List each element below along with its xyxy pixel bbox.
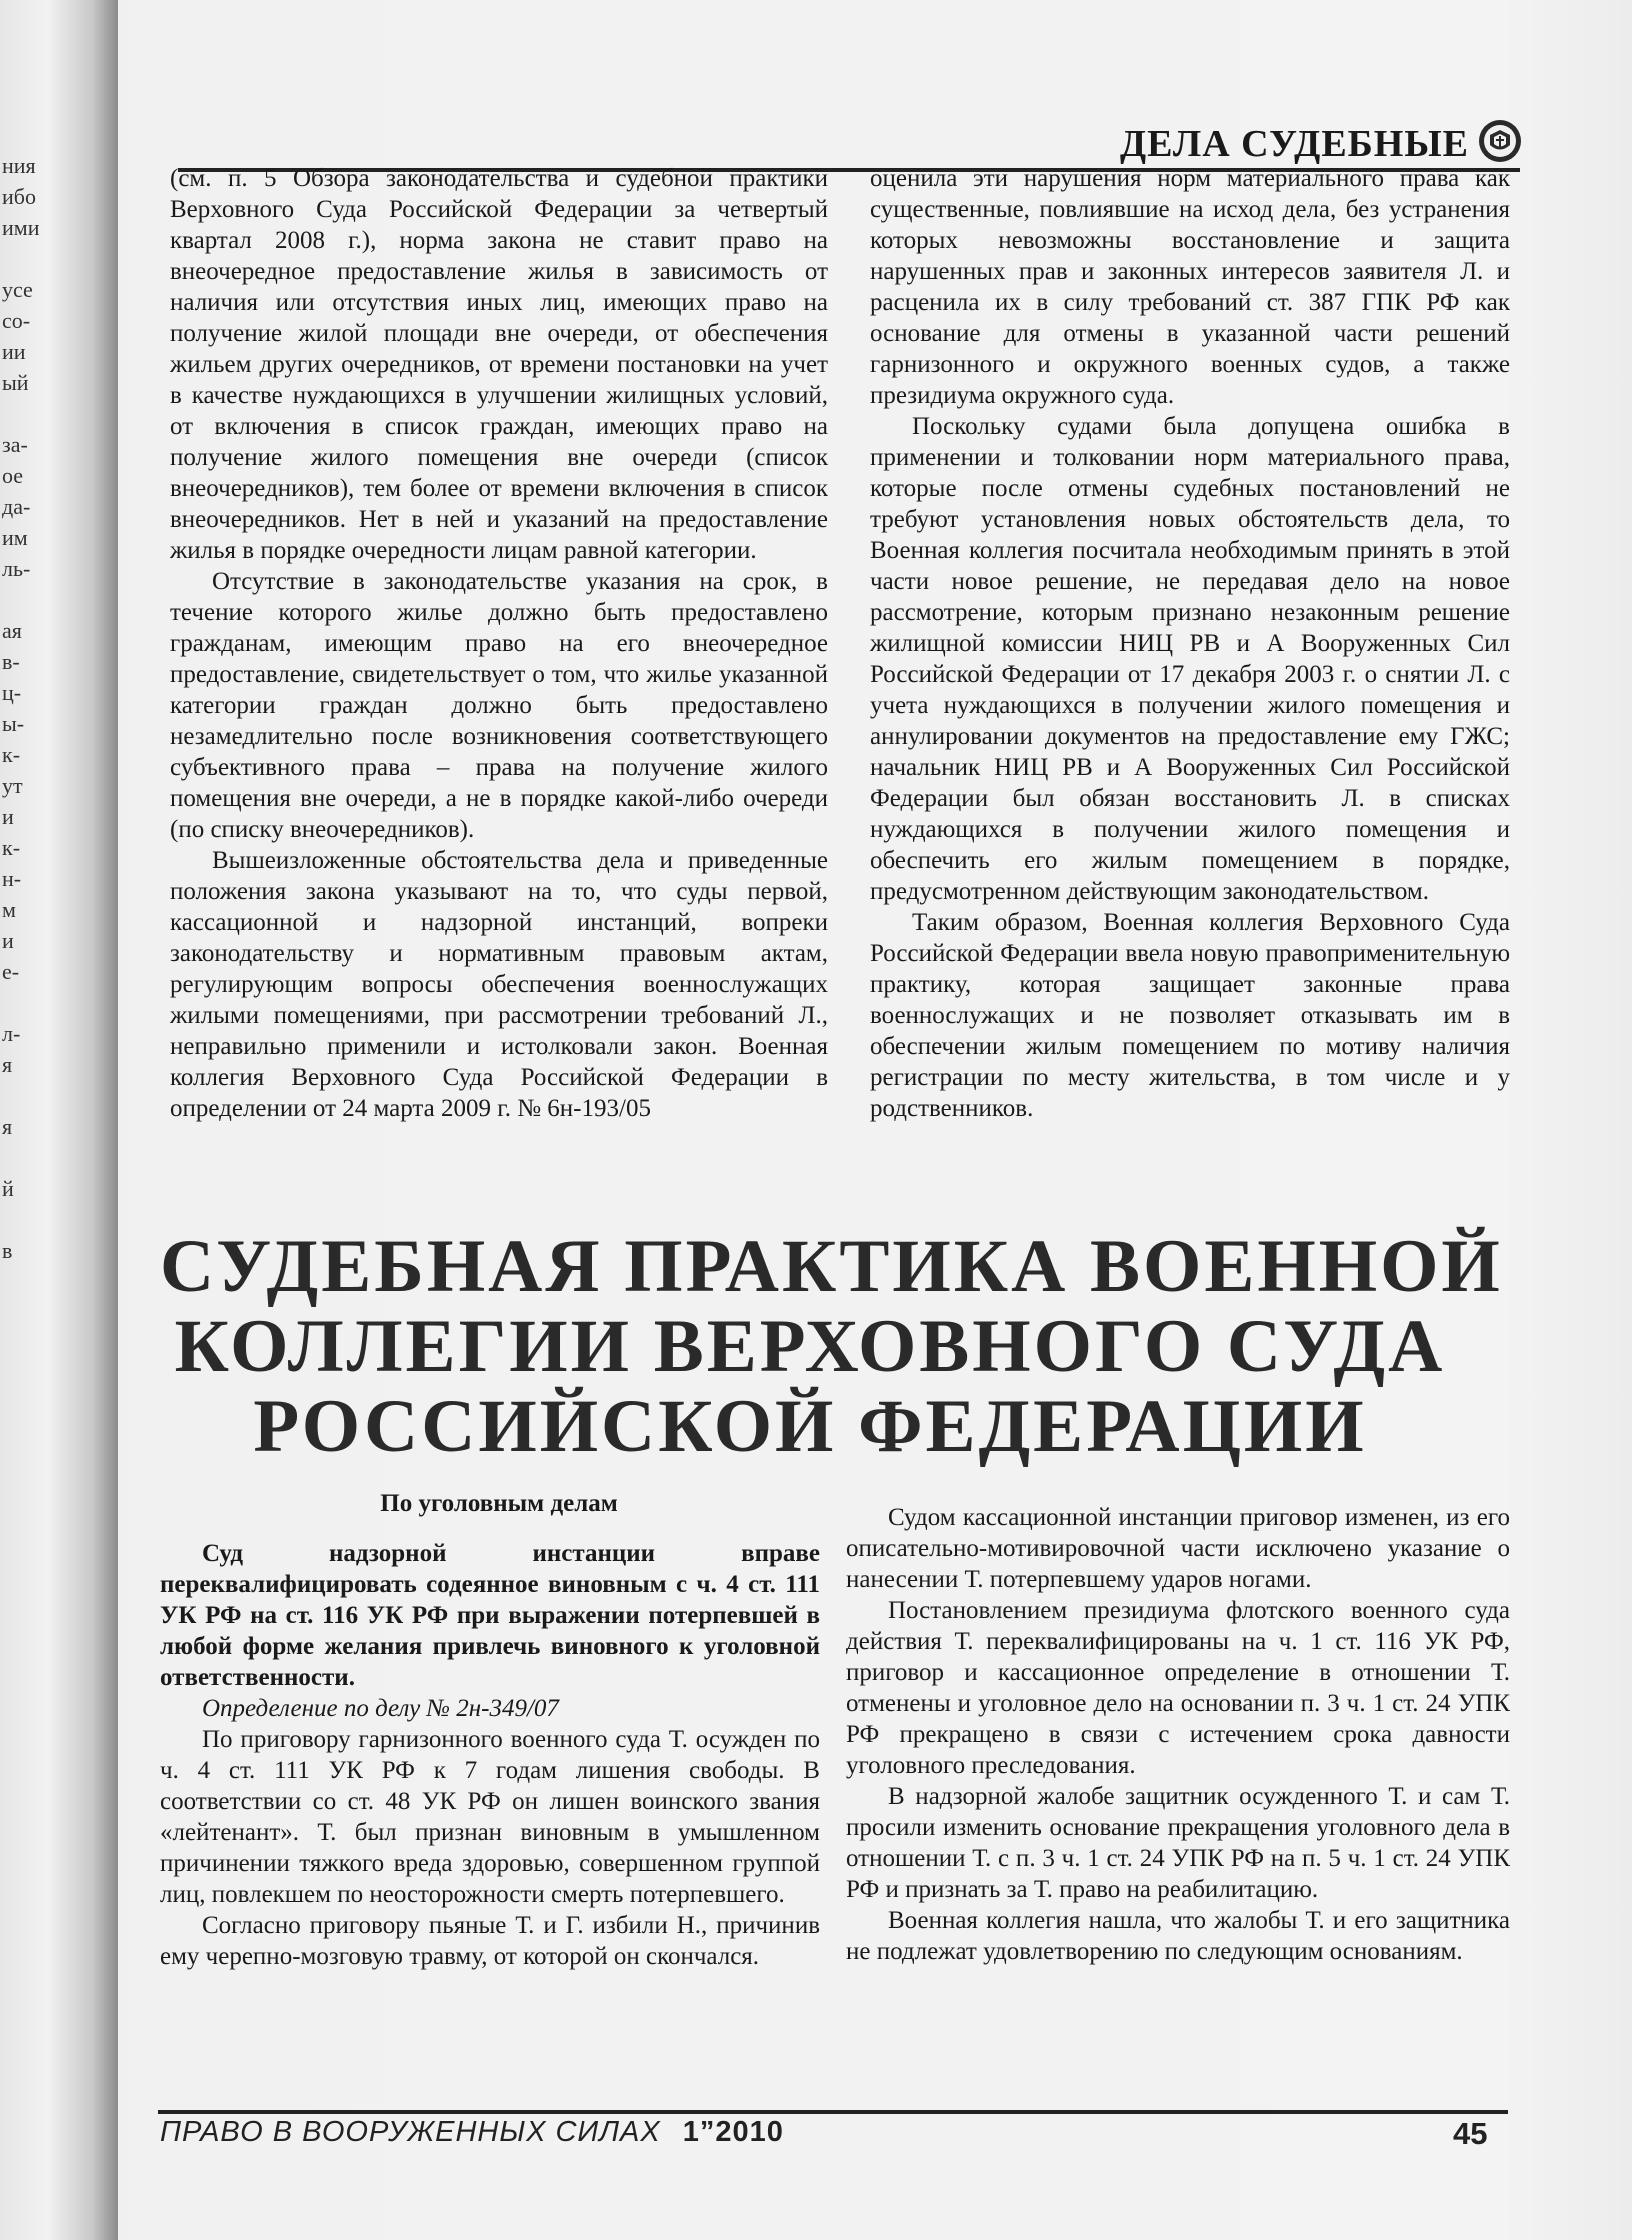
issue-number: 1”2010 — [682, 2116, 784, 2148]
body-paragraph: По приговору гарнизонного военного суда Т. осужден по ч. 4 ст. 111 УК РФ к 7 годам лишения свободы. В соответствии со ст. 48 УК РФ он лишен воинского звания «лейтенант». Т. был признан виновным в умышленном причинении тяжкого вреда здоровью, совершенном группой лиц, повлекшем по неосторожности смерть потерпевшего. — [160, 1726, 820, 1908]
rubric-subheading: По уголовным делам — [380, 1490, 618, 1517]
gutter-fragment: за- — [2, 432, 28, 457]
gutter-fragment: ль- — [2, 556, 31, 581]
court-emblem-icon — [1477, 118, 1523, 164]
gutter-fragment: ая — [2, 618, 22, 643]
gutter-fragment — [2, 987, 42, 1018]
case-summary: Суд надзорной инстанции вправе переквалифицировать содеянное виновным с ч. 4 ст. 111 УК РФ на ст. 116 УК РФ при выражении потерпевшей в любой форме желания привлечь виновного к уголовной ответственности. — [160, 1540, 820, 1691]
section-title: ДЕЛА СУДЕБНЫЕ — [1119, 123, 1469, 165]
body-paragraph: Отсутствие в законодательстве указания на срок, в течение которого жилье должно быть предоставлено гражданам, имеющим право на его внеочередное предоставление, свидетельствует о том, что жилье указанной категории граждан должно быть предоставлено незамедлительно после возникновения соответствующего субъективного права – права на получение жилого помещения вне очереди, а не в порядке какой-либо очереди (по списку внеочередников). — [170, 568, 828, 843]
footer-journal — [160, 2116, 784, 2149]
gutter-fragment: в — [2, 1238, 13, 1263]
gutter-fragment: ый — [2, 370, 29, 395]
gutter-fragment: и — [2, 928, 14, 953]
gutter-text-fragments — [2, 150, 42, 1266]
top-right-column — [870, 163, 1510, 1124]
footer-rule — [158, 2110, 1508, 2114]
gutter-fragment: я — [2, 1052, 13, 1077]
adjacent-page-gutter — [0, 0, 118, 2240]
gutter-fragment: и — [2, 804, 14, 829]
gutter-fragment: ое — [2, 463, 24, 488]
gutter-fragment — [2, 1204, 42, 1235]
gutter-fragment — [2, 1142, 42, 1173]
gutter-fragment: к- — [2, 742, 21, 767]
gutter-fragment: ими — [2, 215, 40, 240]
gutter-fragment: л- — [2, 1021, 21, 1046]
case-reference: Определение по делу № 2н-349/07 — [202, 1695, 559, 1722]
gutter-fragment: со- — [2, 308, 31, 333]
body-paragraph: Таким образом, Военная коллегия Верховного Суда Российской Федерации ввела новую правоприменительную практику, которая защищает законные права военнослужащих и не позволяет отказывать им в обеспечении жилым помещением по мотиву наличия регистрации по месту жительства, в том числе и у родственников. — [870, 909, 1510, 1122]
gutter-fragment: ния — [2, 153, 36, 178]
body-paragraph: В надзорной жалобе защитник осужденного Т. и сам Т. просили изменить основание прекращения уголовного дела в отношении Т. с п. 3 ч. 1 ст. 24 УПК РФ на п. 5 ч. 1 ст. 24 УПК РФ и признать за Т. право на реабилитацию. — [846, 1783, 1510, 1903]
gutter-fragment: ц- — [2, 680, 22, 705]
gutter-fragment: им — [2, 525, 28, 550]
gutter-fragment: я — [2, 1114, 13, 1139]
gutter-fragment: усе — [2, 277, 33, 302]
article-title-line: КОЛЛЕГИИ ВЕРХОВНОГО СУДА — [174, 1305, 1446, 1388]
top-left-column — [170, 163, 828, 1124]
gutter-fragment: к- — [2, 835, 21, 860]
gutter-fragment: н- — [2, 866, 22, 891]
body-paragraph: Поскольку судами была допущена ошибка в применении и толковании норм материального права, которые после отмены судебных постановлений не требуют установления новых обстоятельств дела, то Военная коллегия посчитала необходимым принять в этой части новое решение, не передавая дело на новое рассмотрение, которым признано незаконным решение жилищной комиссии НИЦ РВ и А Вооруженных Сил Российской Федерации от 17 декабря 2003 г. о снятии Л. с учета нуждающихся в получении жилого помещения и аннулировании документов на предоставление ему ГЖС; начальник НИЦ РВ и А Вооруженных Сил Российской Федерации был обязан восстановить Л. в списках нуждающихся в получении жилого помещения и обеспечить его жилым помещением в порядке, предусмотренном действующим законодательством. — [870, 413, 1510, 905]
gutter-fragment — [2, 398, 42, 429]
section-header — [1119, 118, 1523, 168]
gutter-fragment: да- — [2, 494, 31, 519]
body-paragraph: Вышеизложенные обстоятельства дела и приведенные положения закона указывают на то, что суды первой, кассационной и надзорной инстанций, вопреки законодательству и нормативным правовым актам, регулирующим вопросы обеспечения военнослужащих жилыми помещениями, при рассмотрении требований Л., неправильно применили и истолковали закон. Военная коллегия Верховного Суда Российской Федерации в определении от 24 марта 2009 г. № 6н-193/05 — [170, 847, 828, 1122]
article-title — [160, 1225, 1503, 1468]
journal-name: ПРАВО В ВООРУЖЕННЫХ СИЛАХ — [160, 2116, 661, 2148]
gutter-fragment: ут — [2, 773, 23, 798]
bottom-left-column — [160, 1538, 820, 1972]
gutter-fragment — [2, 584, 42, 615]
body-paragraph: Согласно приговору пьяные Т. и Г. избили Н., причинив ему черепно-мозговую травму, от которой он скончался. — [160, 1912, 820, 1970]
body-paragraph: оценила эти нарушения норм материального права как существенные, повлиявшие на исход дела, без устранения которых невозможны восстановление и защита нарушенных прав и законных интересов заявителя Л. и расценила их в силу требований ст. 387 ГПК РФ как основание для отмены в указанной части решений гарнизонного и окружного военных судов, а также президиума окружного суда. — [870, 165, 1510, 409]
body-paragraph: Судом кассационной инстанции приговор изменен, из его описательно-мотивировочной части исключено указание о нанесении Т. потерпевшему ударов ногами. — [846, 1504, 1510, 1593]
gutter-fragment: ии — [2, 339, 26, 364]
gutter-fragment: й — [2, 1176, 14, 1201]
bottom-right-column — [846, 1502, 1510, 1967]
gutter-fragment — [2, 243, 42, 274]
page-number: 45 — [1453, 2116, 1488, 2151]
gutter-fragment: в- — [2, 649, 20, 674]
body-paragraph: Военная коллегия нашла, что жалобы Т. и его защитника не подлежат удовлетворению по следующим основаниям. — [846, 1907, 1510, 1965]
article-title-line: СУДЕБНАЯ ПРАКТИКА ВОЕННОЙ — [160, 1225, 1503, 1308]
gutter-fragment: ы- — [2, 711, 25, 736]
body-paragraph: (см. п. 5 Обзора законодательства и судебной практики Верховного Суда Российской Федерации за четвертый квартал 2008 г.), норма закона не ставит право на внеочередное предоставление жилья в зависимость от наличия или отсутствия иных лиц, имеющих право на получение жилой площади вне очереди, от обеспечения жильем других очередников, от времени постановки на учет в качестве нуждающихся в улучшении жилищных условий, от включения в список граждан, имеющих право на получение жилого помещения вне очереди (список внеочередников), тем более от времени включения в список внеочередников. Нет в ней и указаний на предоставление жилья в порядке очередности лицам равной категории. — [170, 165, 828, 564]
gutter-fragment — [2, 1080, 42, 1111]
article-title-line: РОССИЙСКОЙ ФЕДЕРАЦИИ — [253, 1385, 1367, 1468]
gutter-fragment: ибо — [2, 184, 36, 209]
gutter-fragment: м — [2, 897, 16, 922]
body-paragraph: Постановлением президиума флотского военного суда действия Т. переквалифицированы на ч. 1 ст. 116 УК РФ, приговор и кассационное определение в отношении Т. отменены и уголовное дело на основании п. 3 ч. 1 ст. 24 УПК РФ прекращено в связи с истечением срока давности уголовного преследования. — [846, 1597, 1510, 1779]
gutter-fragment: е- — [2, 959, 20, 984]
